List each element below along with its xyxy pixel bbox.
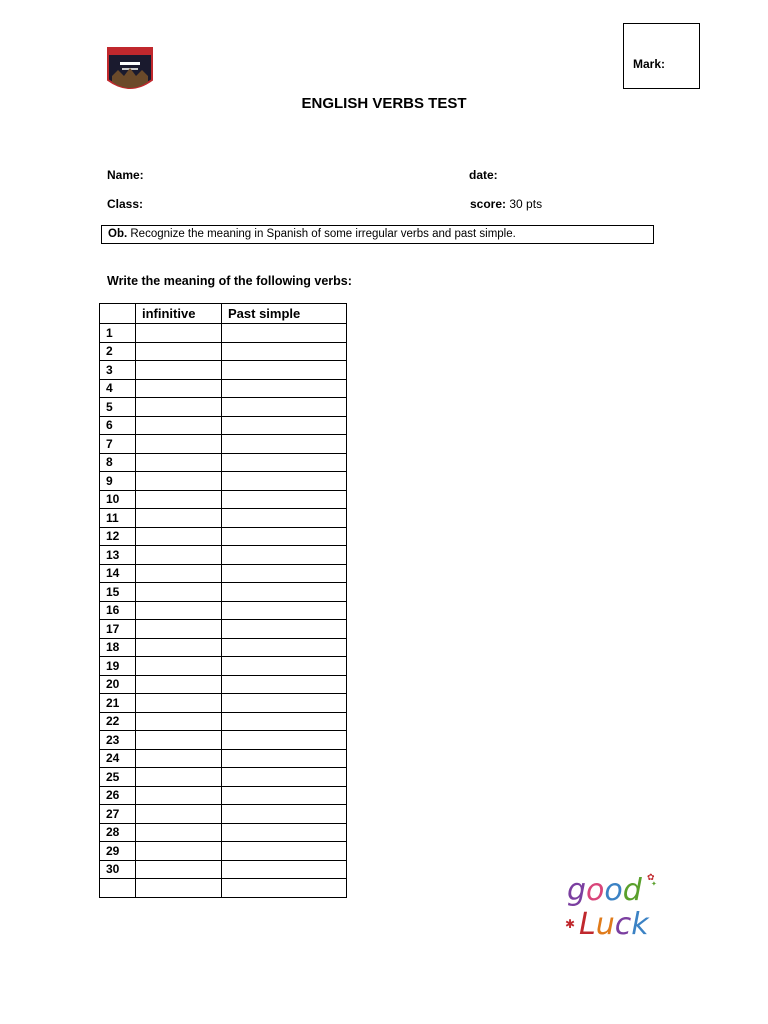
past-simple-cell (222, 324, 347, 343)
past-simple-cell (222, 509, 347, 528)
row-number: 16 (100, 601, 136, 620)
past-simple-cell (222, 564, 347, 583)
header-infinitive: infinitive (136, 304, 222, 324)
table-row (100, 490, 347, 509)
row-number: 13 (100, 546, 136, 565)
mark-label: Mark: (633, 57, 666, 71)
past-simple-cell (222, 398, 347, 417)
infinitive-cell (136, 638, 222, 657)
past-simple-cell (222, 546, 347, 565)
infinitive-cell (136, 435, 222, 454)
table-row (100, 564, 347, 583)
infinitive-cell (136, 472, 222, 491)
infinitive-cell (136, 768, 222, 787)
row-number: 24 (100, 749, 136, 768)
row-number: 2 (100, 342, 136, 361)
row-number: 14 (100, 564, 136, 583)
school-crest-logo (106, 46, 154, 96)
svg-text:Luck: Luck (579, 907, 649, 942)
row-number: 3 (100, 361, 136, 380)
infinitive-cell (136, 805, 222, 824)
table-row (100, 527, 347, 546)
table-row (100, 768, 347, 787)
past-simple-cell (222, 601, 347, 620)
row-number: 21 (100, 694, 136, 713)
infinitive-cell (136, 879, 222, 898)
infinitive-cell (136, 509, 222, 528)
infinitive-cell (136, 601, 222, 620)
infinitive-cell (136, 657, 222, 676)
infinitive-cell (136, 749, 222, 768)
objective-text: Recognize the meaning in Spanish of some irregular verbs and past simple. (130, 228, 516, 240)
row-number: 20 (100, 675, 136, 694)
row-number: 30 (100, 860, 136, 879)
table-row (100, 601, 347, 620)
past-simple-cell (222, 842, 347, 861)
score-value: 30 pts (509, 197, 543, 211)
table-row (100, 749, 347, 768)
class-label: Class: (107, 197, 144, 211)
row-number: 23 (100, 731, 136, 750)
infinitive-cell (136, 731, 222, 750)
past-simple-cell (222, 786, 347, 805)
row-number: 7 (100, 435, 136, 454)
table-row (100, 842, 347, 861)
infinitive-cell (136, 620, 222, 639)
page-title: ENGLISH VERBS TEST (301, 95, 467, 112)
past-simple-cell (222, 805, 347, 824)
header-past-simple: Past simple (222, 304, 347, 324)
table-header-row (100, 304, 347, 324)
row-number: 5 (100, 398, 136, 417)
table-row (100, 416, 347, 435)
infinitive-cell (136, 842, 222, 861)
infinitive-cell (136, 398, 222, 417)
table-row (100, 509, 347, 528)
objective-prefix: Ob. (108, 228, 128, 240)
infinitive-cell (136, 694, 222, 713)
past-simple-cell (222, 490, 347, 509)
table-row (100, 823, 347, 842)
table-row (100, 712, 347, 731)
score-label: score: (470, 197, 507, 211)
table-row (100, 453, 347, 472)
past-simple-cell (222, 657, 347, 676)
name-label: Name: (107, 168, 144, 182)
past-simple-cell (222, 694, 347, 713)
infinitive-cell (136, 823, 222, 842)
past-simple-cell (222, 620, 347, 639)
past-simple-cell (222, 749, 347, 768)
row-number: 8 (100, 453, 136, 472)
svg-text:✿: ✿ (647, 872, 655, 882)
row-number: 9 (100, 472, 136, 491)
row-number: 22 (100, 712, 136, 731)
past-simple-cell (222, 342, 347, 361)
row-number: 4 (100, 379, 136, 398)
instruction: Write the meaning of the following verbs: (107, 274, 352, 288)
infinitive-cell (136, 416, 222, 435)
infinitive-cell (136, 527, 222, 546)
infinitive-cell (136, 860, 222, 879)
past-simple-cell (222, 472, 347, 491)
table-row (100, 361, 347, 380)
good-luck-image (561, 866, 661, 946)
table-row (100, 342, 347, 361)
infinitive-cell (136, 342, 222, 361)
table-row (100, 657, 347, 676)
table-row (100, 638, 347, 657)
row-number: 17 (100, 620, 136, 639)
table-row (100, 675, 347, 694)
row-number: 10 (100, 490, 136, 509)
table-row (100, 620, 347, 639)
past-simple-cell (222, 712, 347, 731)
svg-text:✱: ✱ (565, 917, 576, 931)
row-number: 26 (100, 786, 136, 805)
table-row (100, 879, 347, 898)
date-label: date: (469, 168, 498, 182)
row-number (100, 879, 136, 898)
infinitive-cell (136, 361, 222, 380)
table-row (100, 546, 347, 565)
row-number: 29 (100, 842, 136, 861)
row-number: 19 (100, 657, 136, 676)
past-simple-cell (222, 379, 347, 398)
table-row (100, 805, 347, 824)
mark-box (623, 23, 700, 89)
infinitive-cell (136, 490, 222, 509)
row-number: 25 (100, 768, 136, 787)
past-simple-cell (222, 453, 347, 472)
table-row (100, 731, 347, 750)
infinitive-cell (136, 675, 222, 694)
table-row (100, 324, 347, 343)
objective-box (101, 225, 654, 244)
table-row (100, 472, 347, 491)
past-simple-cell (222, 879, 347, 898)
past-simple-cell (222, 860, 347, 879)
past-simple-cell (222, 768, 347, 787)
header-number (100, 304, 136, 324)
past-simple-cell (222, 638, 347, 657)
past-simple-cell (222, 527, 347, 546)
table-row (100, 379, 347, 398)
row-number: 6 (100, 416, 136, 435)
row-number: 15 (100, 583, 136, 602)
table-row (100, 583, 347, 602)
row-number: 11 (100, 509, 136, 528)
table-row (100, 786, 347, 805)
svg-text:good: good (567, 873, 642, 908)
past-simple-cell (222, 675, 347, 694)
row-number: 1 (100, 324, 136, 343)
past-simple-cell (222, 731, 347, 750)
row-number: 18 (100, 638, 136, 657)
infinitive-cell (136, 379, 222, 398)
svg-text:✦: ✦ (651, 881, 657, 888)
row-number: 12 (100, 527, 136, 546)
infinitive-cell (136, 564, 222, 583)
past-simple-cell (222, 435, 347, 454)
infinitive-cell (136, 583, 222, 602)
table-row (100, 694, 347, 713)
score-field (470, 197, 542, 211)
past-simple-cell (222, 416, 347, 435)
infinitive-cell (136, 712, 222, 731)
row-number: 27 (100, 805, 136, 824)
infinitive-cell (136, 786, 222, 805)
verbs-table (99, 303, 347, 898)
table-row (100, 435, 347, 454)
row-number: 28 (100, 823, 136, 842)
table-row (100, 398, 347, 417)
past-simple-cell (222, 583, 347, 602)
infinitive-cell (136, 453, 222, 472)
table-row (100, 860, 347, 879)
infinitive-cell (136, 546, 222, 565)
infinitive-cell (136, 324, 222, 343)
past-simple-cell (222, 823, 347, 842)
past-simple-cell (222, 361, 347, 380)
